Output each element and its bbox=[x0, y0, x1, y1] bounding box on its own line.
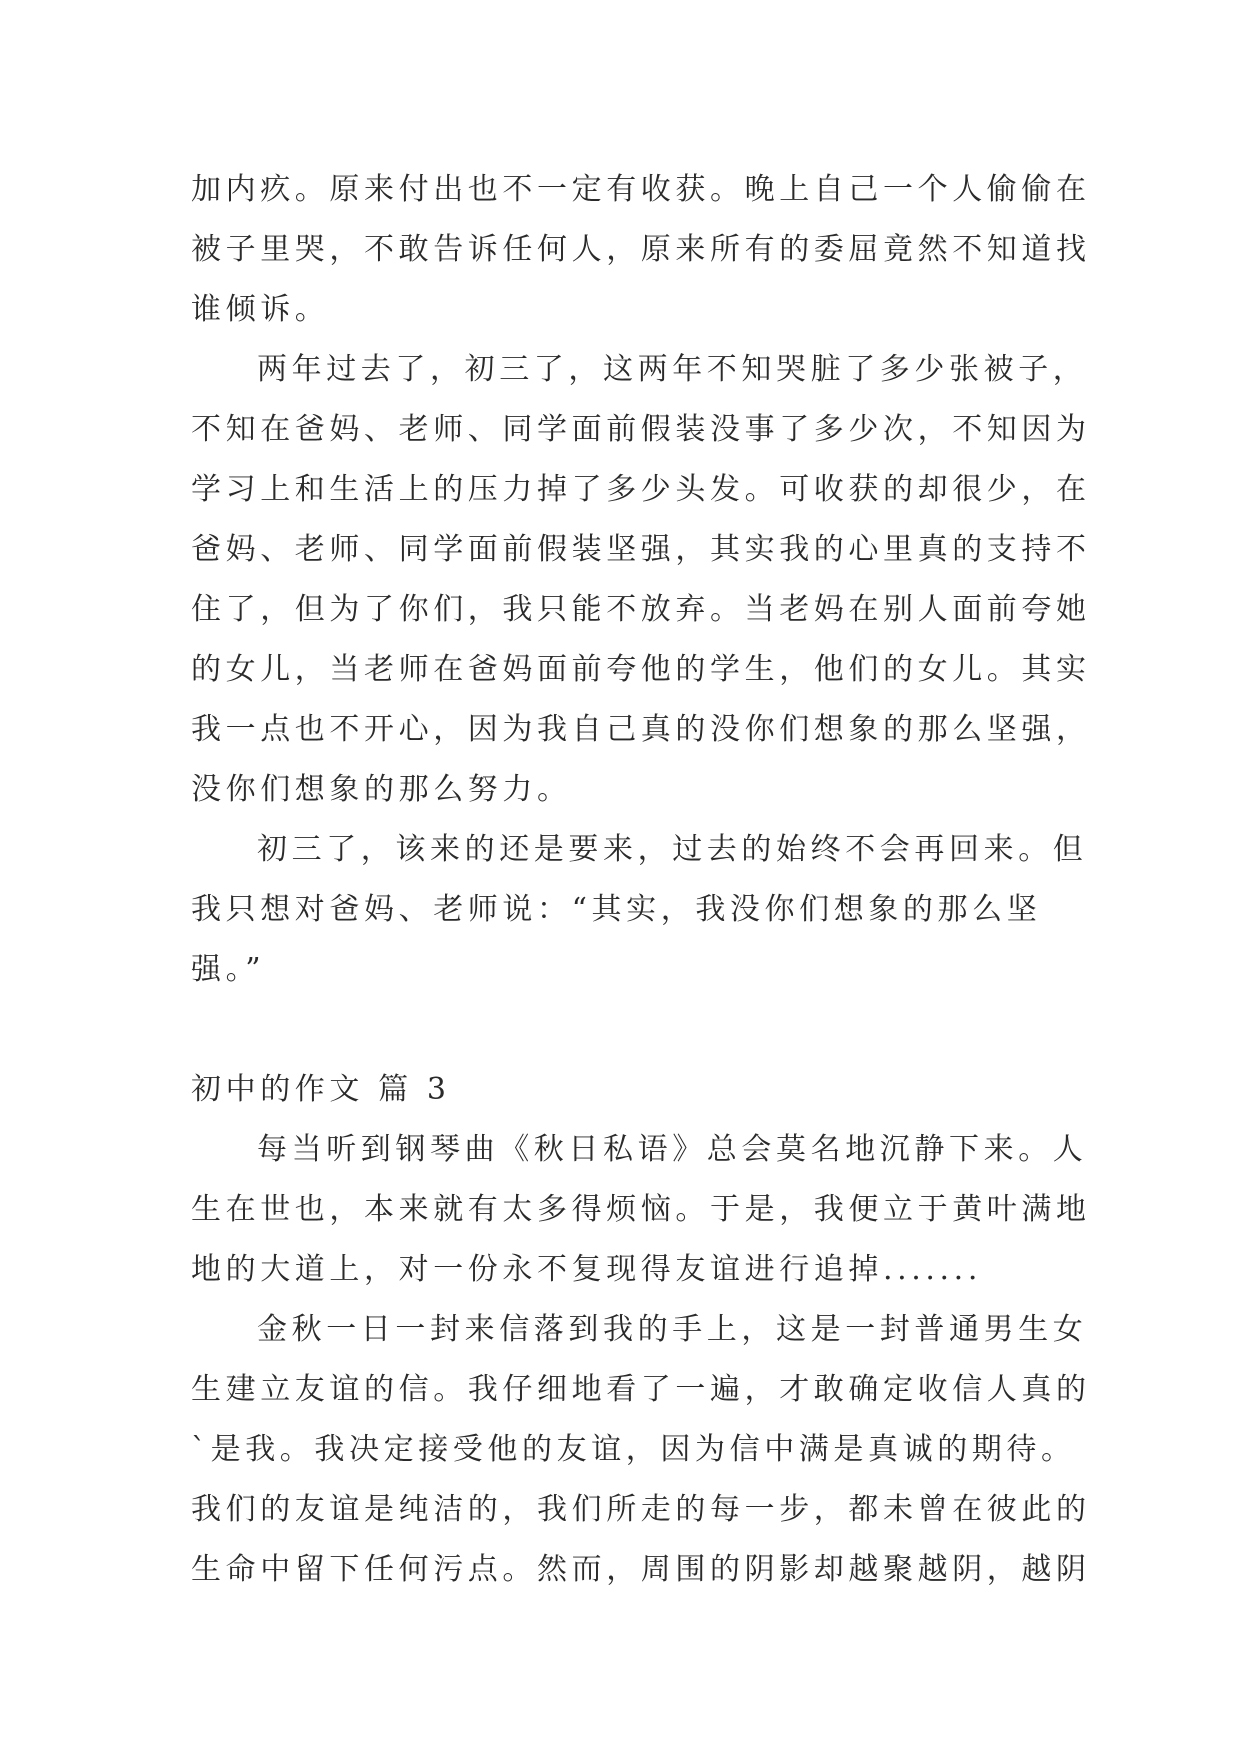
text-line: 生在世也，本来就有太多得烦恼。于是，我便立于黄叶满地 bbox=[191, 1192, 1091, 1227]
text-line: 我只想对爸妈、老师说：“其实，我没你们想象的那么坚 bbox=[191, 892, 1042, 927]
text-line: 金秋一日一封来信落到我的手上，这是一封普通男生女 bbox=[257, 1312, 1088, 1347]
text-line: 不知在爸妈、老师、同学面前假装没事了多少次，不知因为 bbox=[191, 412, 1091, 447]
text-line: 被子里哭，不敢告诉任何人，原来所有的委屈竟然不知道找 bbox=[191, 232, 1091, 267]
section-heading: 初中的作文 篇 3 bbox=[191, 1072, 451, 1107]
text-line: 我一点也不开心，因为我自己真的没你们想象的那么坚强， bbox=[191, 712, 1091, 747]
text-line: `是我。我决定接受他的友谊，因为信中满是真诚的期待。 bbox=[191, 1432, 1076, 1467]
text-line: 住了，但为了你们，我只能不放弃。当老妈在别人面前夸她 bbox=[191, 592, 1091, 627]
text-line: 每当听到钢琴曲《秋日私语》总会莫名地沉静下来。人 bbox=[257, 1132, 1088, 1167]
text-line: 没你们想象的那么努力。 bbox=[191, 772, 572, 807]
text-line: 爸妈、老师、同学面前假装坚强，其实我的心里真的支持不 bbox=[191, 532, 1091, 567]
text-line: 强。” bbox=[191, 952, 266, 987]
document-body bbox=[191, 160, 1091, 1600]
text-line: 生命中留下任何污点。然而，周围的阴影却越聚越阴，越阴 bbox=[191, 1552, 1091, 1587]
text-line: 初三了，该来的还是要来，过去的始终不会再回来。但 bbox=[257, 832, 1088, 867]
text-line: 的女儿，当老师在爸妈面前夸他的学生，他们的女儿。其实 bbox=[191, 652, 1091, 687]
text-line: 加内疚。原来付出也不一定有收获。晚上自己一个人偷偷在 bbox=[191, 172, 1091, 207]
text-line: 两年过去了，初三了，这两年不知哭脏了多少张被子， bbox=[257, 352, 1088, 387]
section-spacer bbox=[191, 1000, 1061, 1060]
text-line: 地的大道上，对一份永不复现得友谊进行追掉....... bbox=[191, 1252, 982, 1287]
text-line: 学习上和生活上的压力掉了多少头发。可收获的却很少，在 bbox=[191, 472, 1091, 507]
text-line: 我们的友谊是纯洁的，我们所走的每一步，都未曾在彼此的 bbox=[191, 1492, 1091, 1527]
text-line: 谁倾诉。 bbox=[191, 292, 330, 327]
text-line: 生建立友谊的信。我仔细地看了一遍，才敢确定收信人真的 bbox=[191, 1372, 1091, 1407]
